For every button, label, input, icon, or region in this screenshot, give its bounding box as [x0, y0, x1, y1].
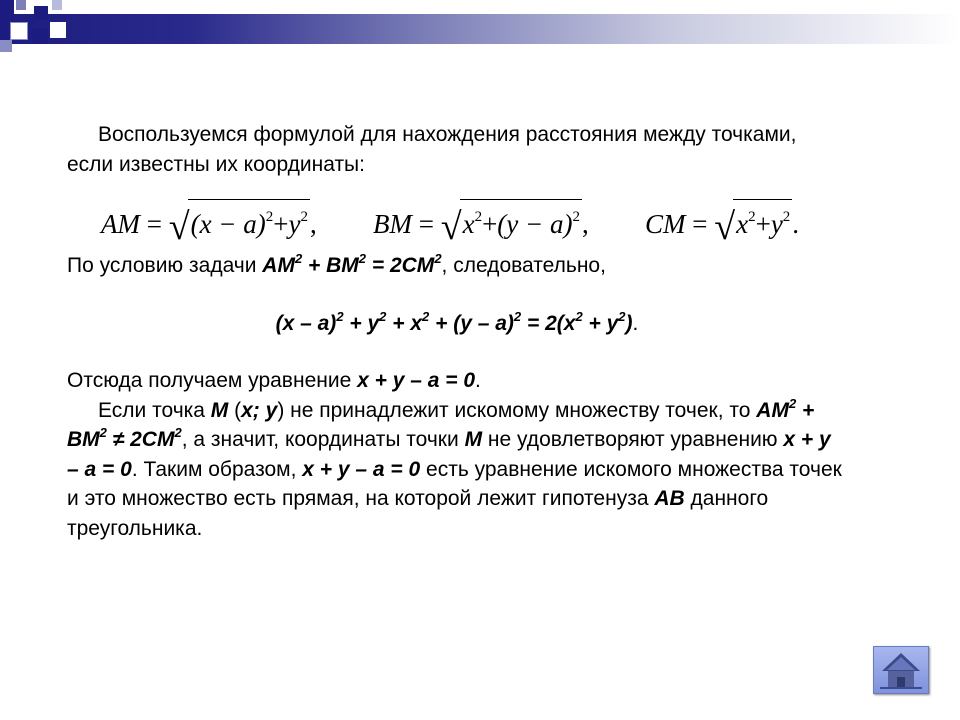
formula-bm: BM = $√x^2+(y - a)^2$,	[373, 199, 589, 243]
result-text: Отсюда получаем уравнение x + y – a = 0.	[67, 369, 481, 392]
formula-cm: CM = $√x^2+y^2$.	[645, 199, 799, 243]
conclusion-paragraph: Если точка M (x; y) не принадлежит искомому множеству точек, то $AM^2 + BM^2 \ne 2CM^2$, а значит, координаты точки M не удовлетворяют уравнению x + y – a = 0. Таким образом, x + y – a = 0 есть уравнение искомого множества точек и это множество есть прямая, на которой лежит гипотенуза AB данного треугольника.	[67, 395, 842, 540]
slide-content	[67, 120, 847, 543]
distance-formulas	[67, 179, 847, 251]
home-button[interactable]	[873, 646, 929, 694]
condition-text: По условию задачи $AM^2 + BM^2 = 2CM^2$, следовательно,	[67, 251, 606, 277]
home-icon	[874, 647, 928, 693]
sqrt-icon: √	[440, 206, 462, 248]
intro-text: Воспользуемся формулой для нахождения расстояния между точками, если известны их координаты:	[67, 123, 797, 176]
header-gradient-bar	[0, 14, 960, 44]
sqrt-icon: √	[714, 206, 736, 248]
formula-am: AM = $√(x - a)^2+y^2$,	[101, 199, 317, 243]
sqrt-icon: √	[168, 206, 190, 248]
main-equation: $(x - a)^2 + y^2 + x^2 + (y - a)^2 = 2(x^2 + y^2)$.	[275, 308, 639, 335]
